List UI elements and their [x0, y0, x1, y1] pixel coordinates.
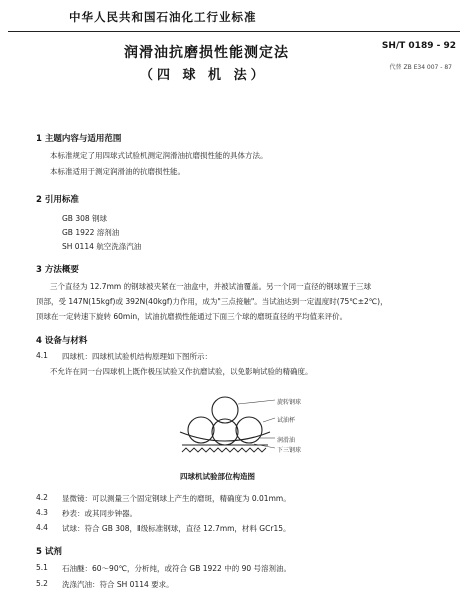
label-rotating-ball: 旋转钢球 — [277, 399, 302, 406]
base-hatching — [182, 448, 266, 452]
item-4-1-number: 4.1 — [36, 351, 48, 360]
item-4-2-number: 4.2 — [36, 493, 48, 502]
oil-cup-outline — [180, 432, 270, 441]
item-4-4-text: 试球：符合 GB 308，Ⅱ级标准钢球，直径 12.7mm，材料 GCr15。 — [62, 524, 291, 533]
item-4-1-note: 不允许在同一台四球机上既作极压试验又作抗磨试验，以免影响试验的精确度。 — [50, 367, 313, 376]
item-5-2-text: 洗涤汽油：符合 SH 0114 要求。 — [62, 580, 174, 589]
item-4-4-number: 4.4 — [36, 523, 48, 532]
label-lower-balls: 下三钢球 — [277, 447, 302, 454]
section-1-line-2: 本标准适用于测定润滑油的抗磨损性能。 — [50, 167, 185, 176]
standard-number: SH/T 0189 - 92 — [381, 41, 456, 51]
reference-sh0114: SH 0114 航空洗涤汽油 — [62, 242, 142, 251]
label-oil-cup: 试油杯 — [277, 417, 296, 424]
label-lubricant: 润滑油 — [277, 437, 296, 444]
item-5-1-number: 5.1 — [36, 563, 48, 572]
lower-ball-right-shape — [236, 417, 262, 443]
header-rule — [8, 31, 460, 32]
section-3-line-3: 顶球在一定转速下旋转 60min，试油抗磨损性能通过下面三个球的磨斑直径的平均值来评价。 — [36, 312, 348, 321]
item-4-3-text: 秒表：或其同步钟器。 — [62, 509, 137, 518]
section-4-heading: 4 设备与材料 — [36, 336, 88, 346]
section-3-line-1: 三个直径为 12.7mm 的钢球被夹紧在一油盒中，并被试油覆盖。另一个同一直径的钢球置于三球 — [50, 282, 372, 291]
reference-gb1922: GB 1922 溶剂油 — [62, 228, 120, 237]
replaces-standard: 代替 ZB E34 007 - 87 — [389, 64, 452, 71]
item-5-1-text: 石油醚：60～90℃，分析纯，或符合 GB 1922 中的 90 号溶剂油。 — [62, 564, 292, 573]
section-3-line-2: 顶部，受 147N(15kgf)或 392N(40kgf)力作用，成为"三点接触"。当试油达到一定温度时(75℃±2℃)， — [36, 297, 388, 306]
lower-ball-left-shape — [188, 417, 214, 443]
document-title: 润滑油抗磨损性能测定法 — [124, 45, 289, 61]
section-3-heading: 3 方法概要 — [36, 265, 79, 275]
section-1-heading: 1 主题内容与适用范围 — [36, 134, 122, 144]
section-5-heading: 5 试剂 — [36, 547, 62, 557]
issuer-header: 中华人民共和国石油化工行业标准 — [69, 10, 257, 24]
section-2-heading: 2 引用标准 — [36, 195, 79, 205]
item-4-2-text: 显微镜：可以测量三个固定钢球上产生的磨斑，精确度为 0.01mm。 — [62, 494, 291, 503]
figure-caption: 四球机试验部位构造图 — [180, 472, 255, 481]
item-4-3-number: 4.3 — [36, 508, 48, 517]
reference-gb308: GB 308 钢球 — [62, 214, 108, 223]
section-1-line-1: 本标准规定了用四球式试验机测定润滑油抗磨损性能的具体方法。 — [50, 151, 268, 160]
document-subtitle: （四 球 机 法） — [140, 68, 268, 83]
item-5-2-number: 5.2 — [36, 579, 48, 588]
item-4-1-text: 四球机：四球机试验机结构原理如下图所示： — [62, 352, 212, 361]
